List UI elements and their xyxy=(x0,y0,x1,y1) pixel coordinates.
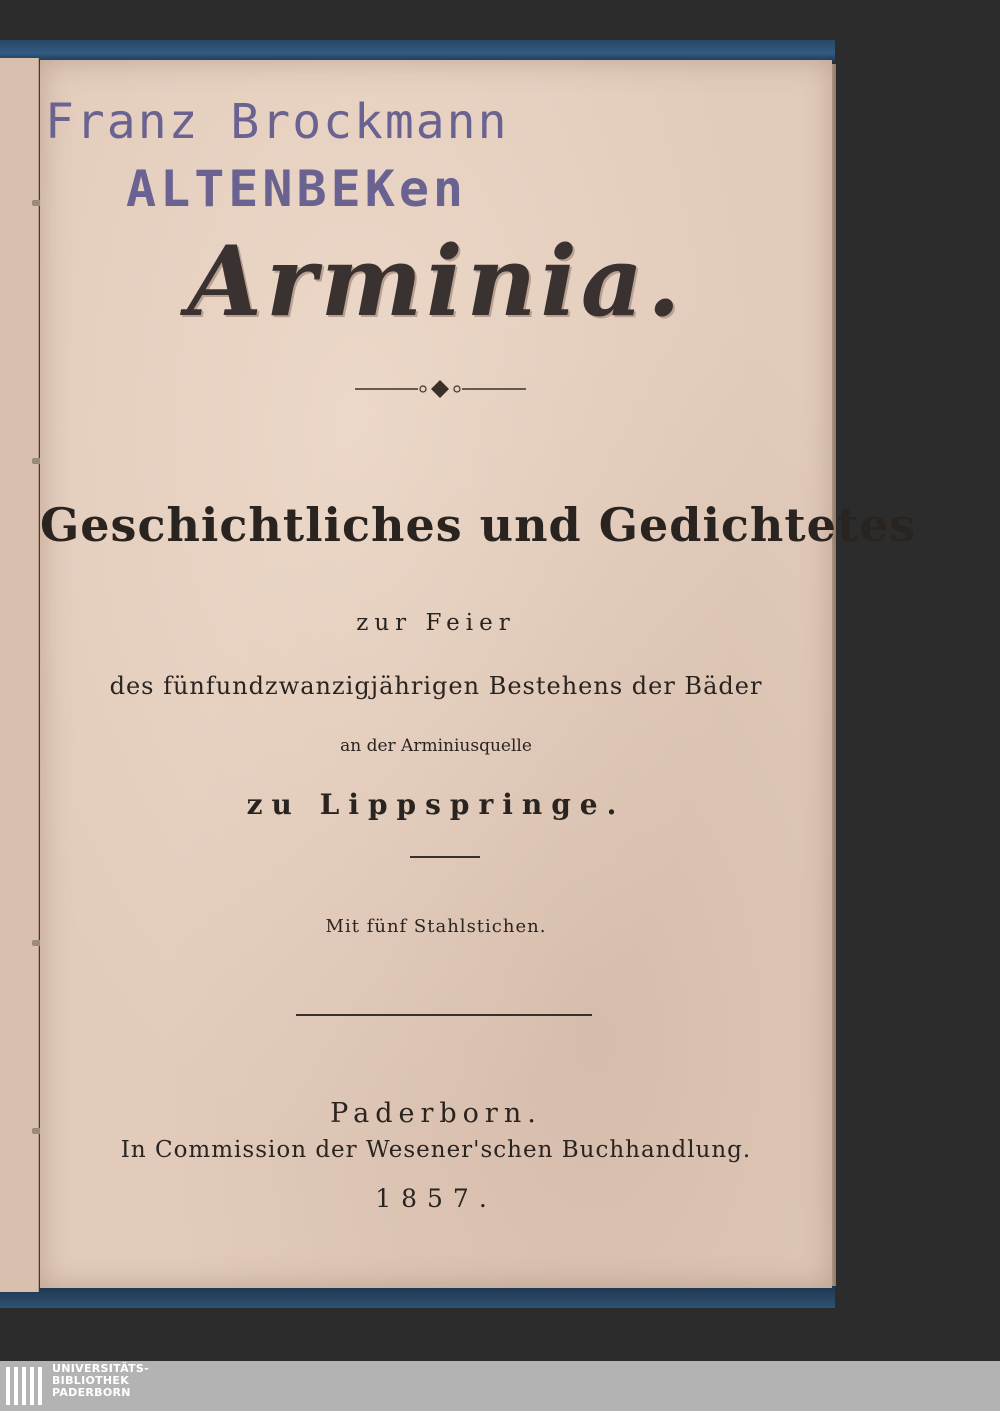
cover-edge-top xyxy=(0,40,835,62)
ownership-stamp-name: Franz Brockmann xyxy=(45,94,509,150)
dedication-line-3: an der Arminiusquelle xyxy=(340,736,532,756)
cover-edge-bottom xyxy=(0,1286,835,1308)
ownership-stamp-place: ALTENBEKen xyxy=(126,160,468,218)
dedication-line-2: des fünfundzwanzigjährigen Bestehens der Bäder xyxy=(109,672,763,700)
book-title: Arminia. xyxy=(187,225,685,338)
long-divider xyxy=(296,1014,592,1016)
book-subtitle: Geschichtliches und Gedichtetes xyxy=(40,498,917,552)
library-name xyxy=(52,1363,149,1399)
library-logo-icon xyxy=(6,1367,46,1405)
imprint-city: Paderborn. xyxy=(330,1098,542,1129)
endpaper-strip xyxy=(0,58,39,1292)
imprint-year: 1857. xyxy=(375,1184,497,1213)
dedication-place: zu Lippspringe. xyxy=(246,788,626,821)
library-name-line: UNIVERSITÄTS- xyxy=(52,1362,149,1375)
title-page xyxy=(40,60,917,1288)
illustrations-note: Mit fünf Stahlstichen. xyxy=(325,916,547,937)
short-divider xyxy=(410,856,480,858)
library-name-line: BIBLIOTHEK xyxy=(52,1374,130,1387)
dedication-line-1: zur Feier xyxy=(356,610,516,636)
library-footer-bar xyxy=(0,1361,1000,1411)
library-name-line: PADERBORN xyxy=(52,1386,131,1399)
imprint-publisher: In Commission der Wesener'schen Buchhandlung. xyxy=(120,1137,752,1163)
ornament-divider xyxy=(40,378,832,400)
